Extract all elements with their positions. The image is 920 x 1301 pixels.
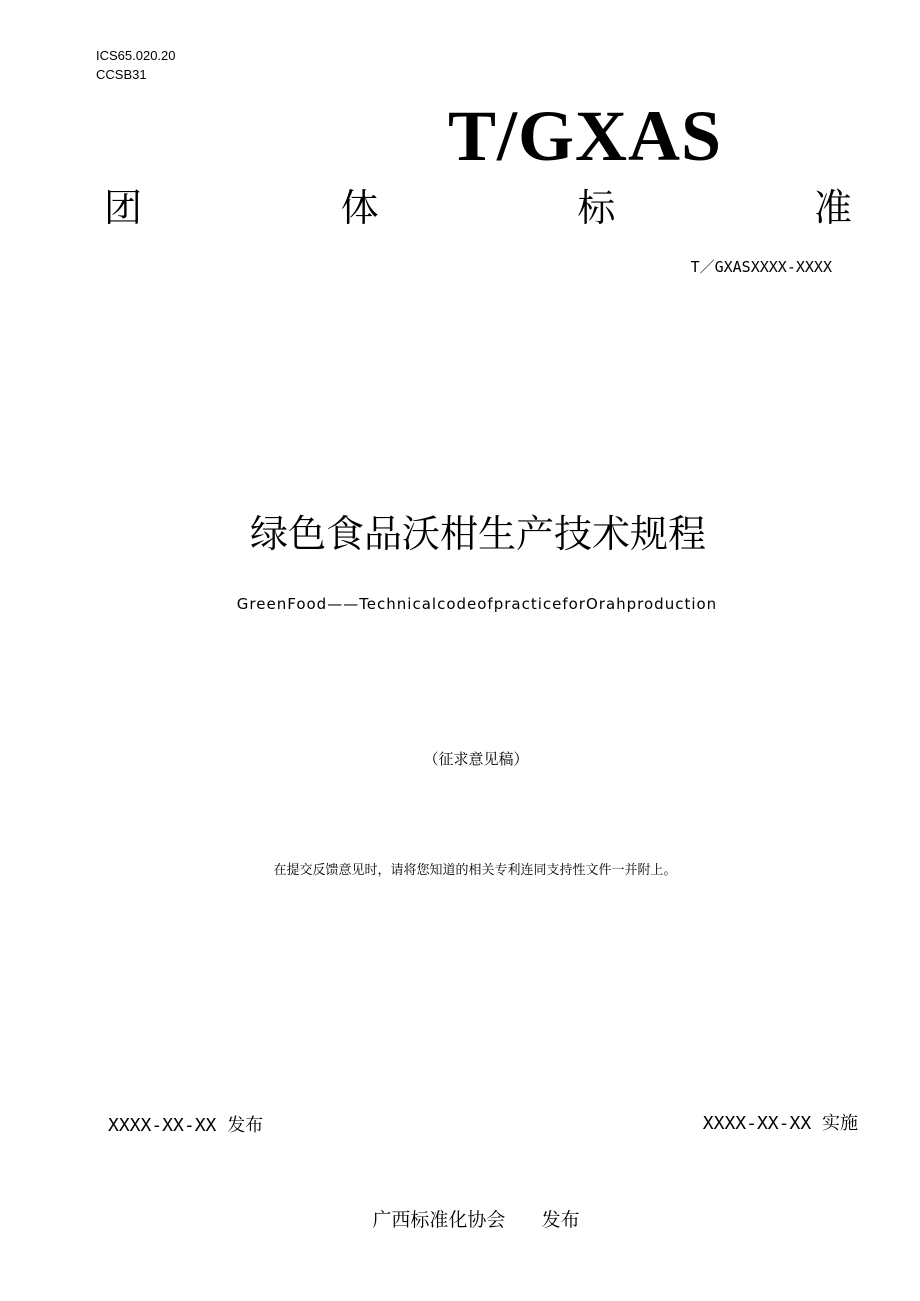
draft-status-label: （征求意见稿） <box>423 750 529 768</box>
ics-code: ICS65.020.20 <box>96 48 176 63</box>
standard-type-heading <box>104 184 852 232</box>
document-title-chinese: 绿色食品沃柑生产技术规程 <box>249 512 706 556</box>
standard-logo: T/GXAS <box>448 96 723 176</box>
ccs-code: CCSB31 <box>96 67 147 82</box>
patent-notice: 在提交反馈意见时，请将您知道的相关专利连同支持性文件一并附上。 <box>273 863 677 878</box>
document-title-english: GreenFood——TechnicalcodeofpracticeforOrahproduction <box>236 595 718 613</box>
standard-type-char: 团 <box>104 186 143 230</box>
standard-number: T／GXASXXXX-XXXX <box>690 258 832 276</box>
classification-codes <box>96 46 176 84</box>
publisher-action: 发布 <box>541 1209 580 1231</box>
implementation-date: XXXX-XX-XX 实施 <box>702 1113 858 1134</box>
standard-type-char: 标 <box>577 186 616 230</box>
issue-date: XXXX-XX-XX 发布 <box>108 1115 264 1136</box>
publisher-organization: 广西标准化协会 <box>372 1209 506 1231</box>
publisher-line <box>0 1206 920 1234</box>
standard-type-char: 体 <box>340 186 379 230</box>
standard-type-char: 准 <box>813 186 852 230</box>
